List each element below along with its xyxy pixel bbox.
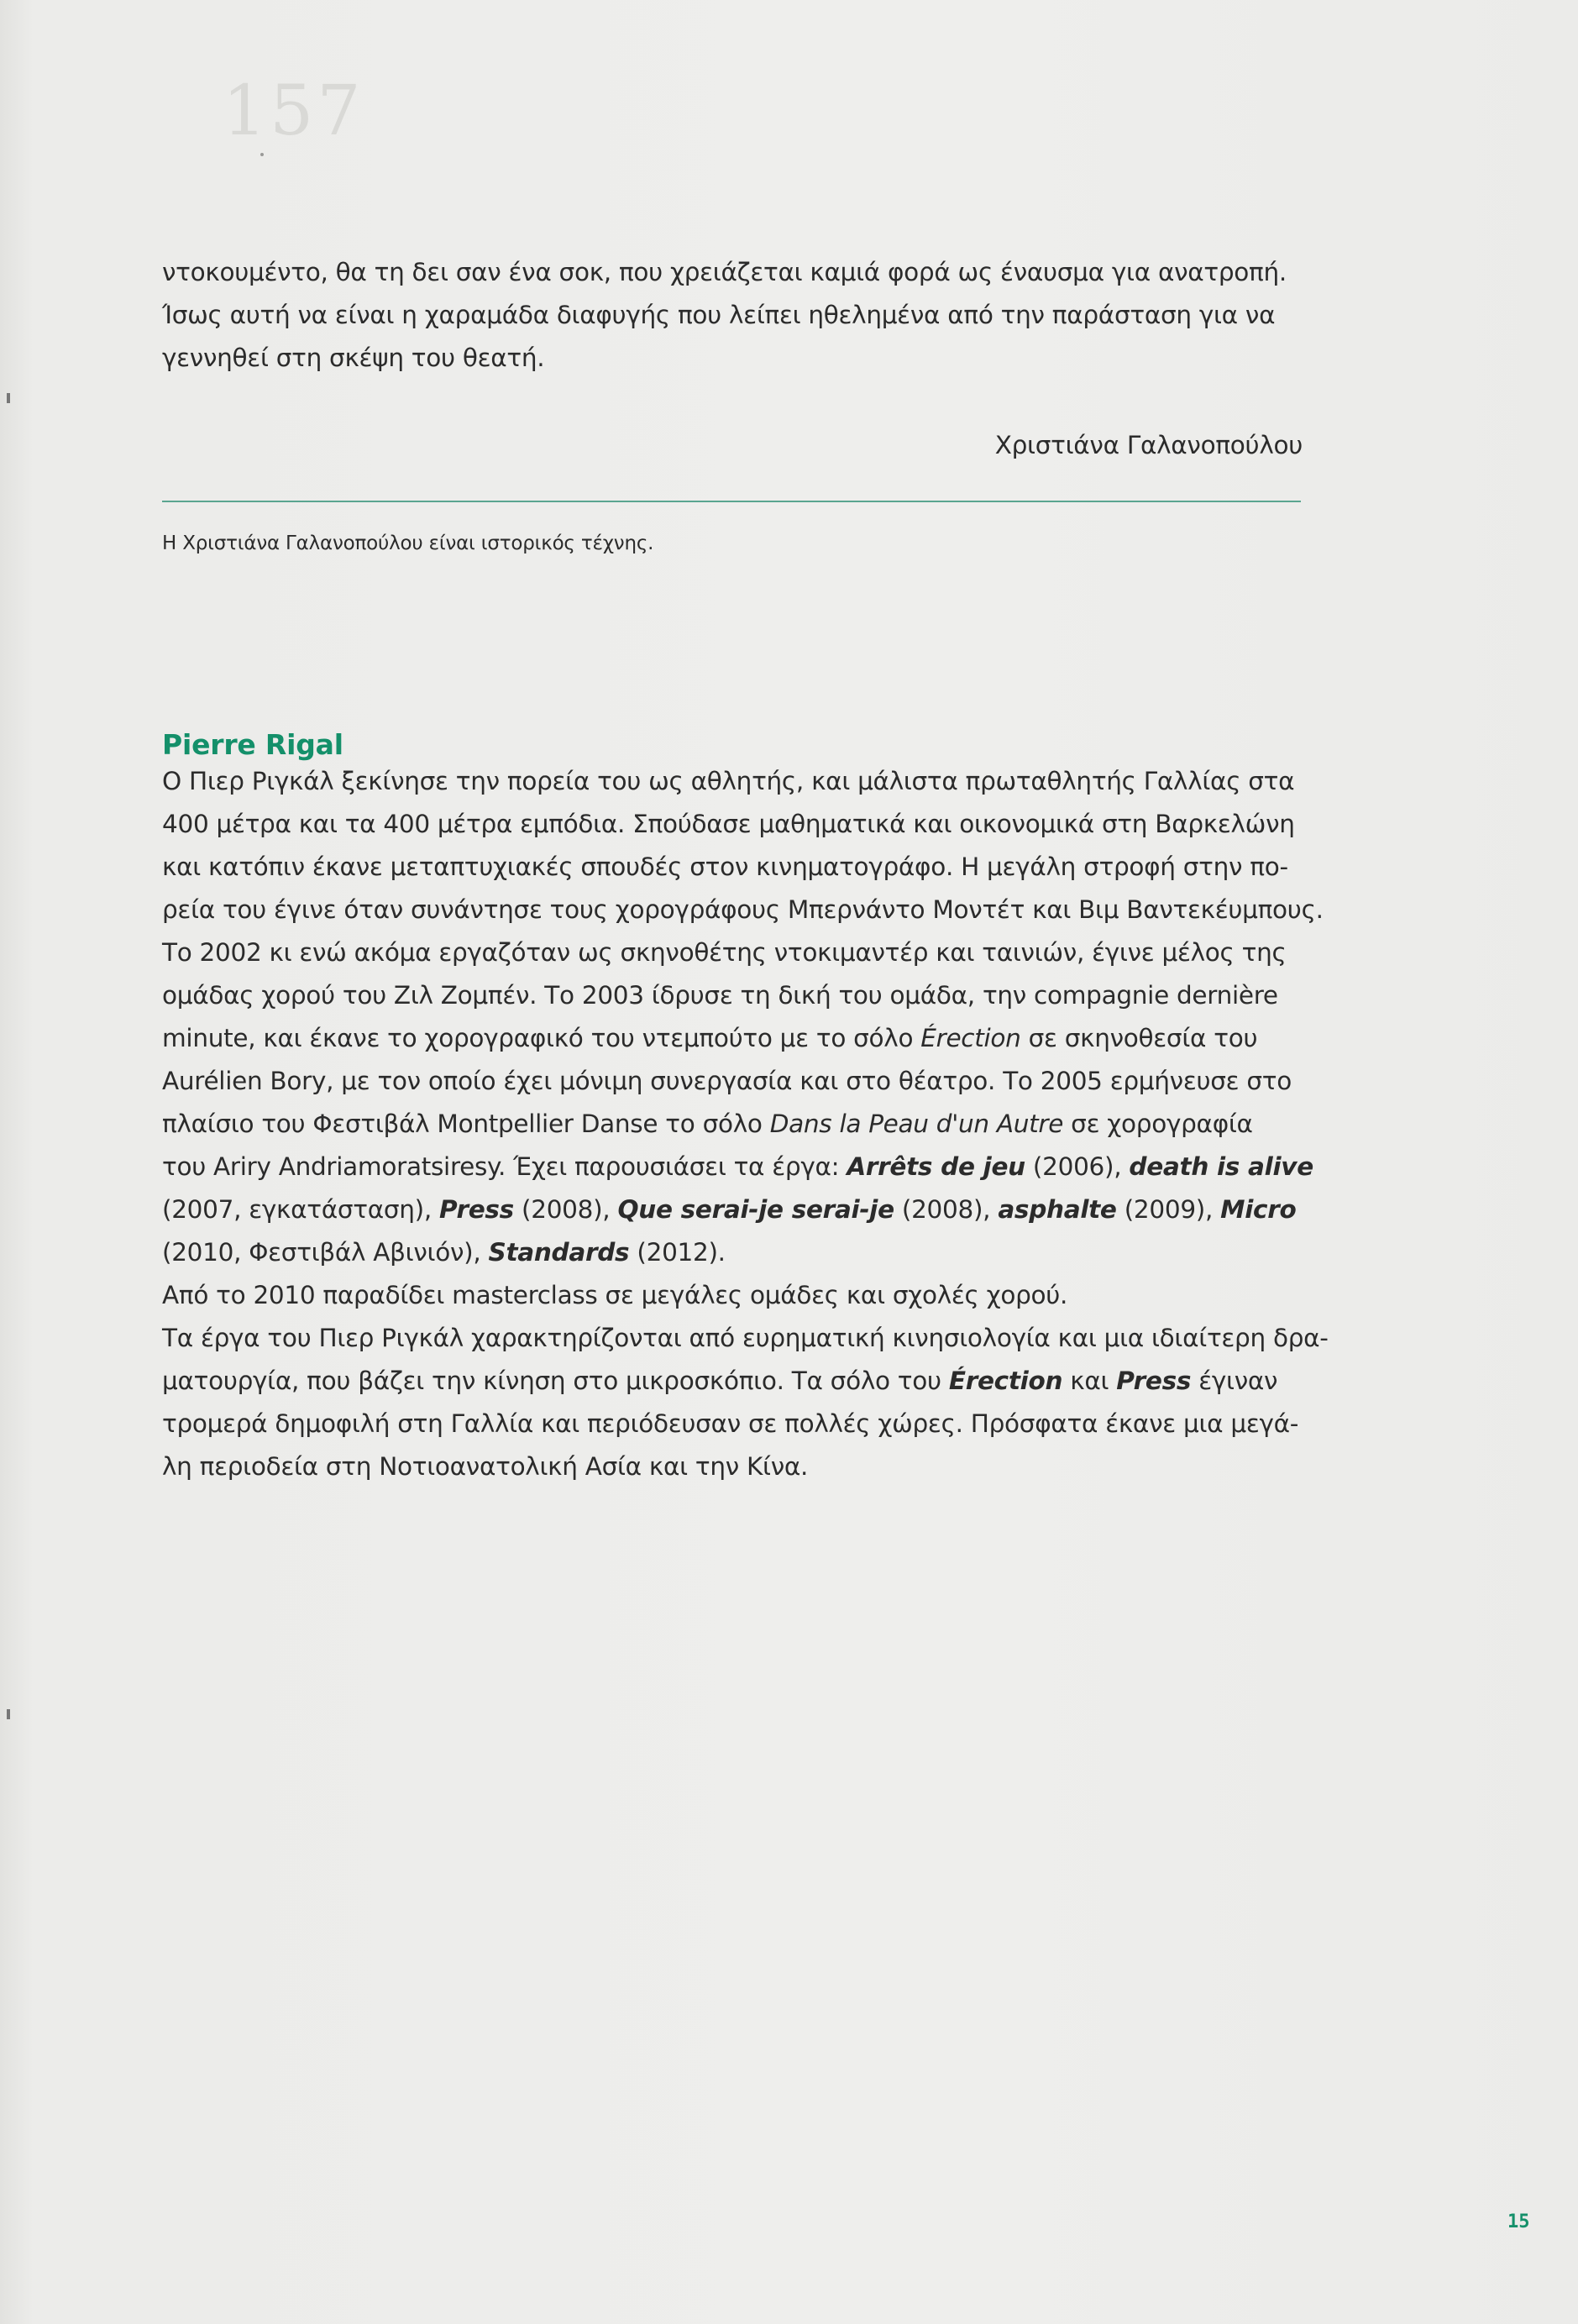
text-line: Τα έργα του Πιερ Ριγκάλ χαρακτηρίζονται από ευρηματική κινησιολογία και μια ιδιαίτερη δρα-	[162, 1324, 1329, 1352]
text-run: ματουργία, που βάζει την κίνηση στο μικροσκόπιο. Τα σόλο του	[162, 1367, 949, 1395]
text-line: Aurélien Bory, με τον οποίο έχει μόνιμη συνεργασία και στο θέατρο. Το 2005 ερμήνευσε στο	[162, 1067, 1292, 1095]
binding-mark	[7, 1709, 10, 1719]
author-signature: Χριστιάνα Γαλανοπούλου	[994, 431, 1303, 459]
show-through-text: 157	[223, 71, 364, 151]
text-run: (2007, εγκατάσταση),	[162, 1195, 440, 1224]
section-heading: Pierre Rigal	[162, 728, 343, 761]
author-bio-note: Η Χριστιάνα Γαλανοπούλου είναι ιστορικός τέχνης.	[162, 532, 654, 554]
work-title: Que serai-je serai-je	[617, 1195, 894, 1224]
text-run: του Ariry Andriamoratsiresy. Έχει παρουσιάσει τα έργα:	[162, 1152, 847, 1181]
binding-mark	[7, 393, 10, 403]
text-line: Ο Πιερ Ριγκάλ ξεκίνησε την πορεία του ως αθλητής, και μάλιστα πρωταθλητής Γαλλίας στα	[162, 767, 1295, 795]
text-line	[162, 1103, 1303, 1146]
text-run: (2012).	[629, 1238, 726, 1267]
work-title: Micro	[1220, 1195, 1297, 1224]
page-number: 15	[1507, 2211, 1530, 2232]
text-run: πλαίσιο του Φεστιβάλ Montpellier Danse το σόλο	[162, 1110, 770, 1138]
text-line	[162, 1360, 1303, 1403]
work-title: Standards	[488, 1238, 630, 1267]
text-line	[162, 1188, 1303, 1231]
text-line: Ίσως αυτή να είναι η χαραμάδα διαφυγής που λείπει ηθελημένα από την παράσταση για να	[162, 301, 1276, 329]
divider-rule	[162, 501, 1301, 502]
text-line	[162, 1017, 1303, 1060]
work-title: Arrêts de jeu	[847, 1152, 1025, 1181]
article-body	[162, 760, 1329, 1488]
work-title: Press	[439, 1195, 514, 1224]
work-title: Press	[1116, 1367, 1192, 1395]
text-line: 400 μέτρα και τα 400 μέτρα εμπόδια. Σπούδασε μαθηματικά και οικονομικά στη Βαρκελώνη	[162, 810, 1295, 838]
text-run: και	[1062, 1367, 1117, 1395]
text-run: σε χορογραφία	[1063, 1110, 1253, 1138]
text-line	[162, 1146, 1313, 1188]
text-run: έγιναν	[1191, 1367, 1278, 1395]
text-line: γεννηθεί στη σκέψη του θεατή.	[162, 344, 545, 372]
text-line: ρεία του έγινε όταν συνάντησε τους χορογράφους Μπερνάντο Μοντέτ και Βιμ Βαντεκέυμπους.	[162, 895, 1324, 924]
text-run: σε σκηνοθεσία του	[1020, 1024, 1258, 1052]
text-line: Το 2002 κι ενώ ακόμα εργαζόταν ως σκηνοθέτης ντοκιμαντέρ και ταινιών, έγινε μέλος της	[162, 938, 1287, 967]
text-line	[162, 1231, 1303, 1274]
work-title: death is alive	[1129, 1152, 1313, 1181]
work-title: asphalte	[998, 1195, 1117, 1224]
text-run: (2009),	[1116, 1195, 1221, 1224]
text-run: (2010, Φεστιβάλ Αβινιόν),	[162, 1238, 489, 1267]
work-title: Dans la Peau d'un Autre	[769, 1110, 1064, 1138]
text-line: τρομερά δημοφιλή στη Γαλλία και περιόδευσαν σε πολλές χώρες. Πρόσφατα έκανε μια μεγά-	[162, 1409, 1299, 1438]
text-run: (2008),	[894, 1195, 999, 1224]
text-line: ομάδας χορού του Ζιλ Ζομπέν. Το 2003 ίδρυσε τη δική του ομάδα, την compagnie dernière	[162, 981, 1278, 1010]
text-run: (2008),	[513, 1195, 618, 1224]
text-run: (2006),	[1025, 1152, 1130, 1181]
work-title: Érection	[920, 1024, 1021, 1052]
work-title: Érection	[948, 1367, 1063, 1395]
ink-speck	[260, 153, 264, 156]
text-run: minute, και έκανε το χορογραφικό του ντεμπούτο με το σόλο	[162, 1024, 921, 1052]
text-line: Από το 2010 παραδίδει masterclass σε μεγάλες ομάδες και σχολές χορού.	[162, 1281, 1068, 1309]
intro-paragraph	[162, 251, 1303, 380]
text-line: και κατόπιν έκανε μεταπτυχιακές σπουδές στον κινηματογράφο. Η μεγάλη στροφή στην πο-	[162, 852, 1288, 881]
text-line: ντοκουμέντο, θα τη δει σαν ένα σοκ, που χρειάζεται καμιά φορά ως έναυσμα για ανατροπή.	[162, 258, 1287, 286]
text-line: λη περιοδεία στη Νοτιοανατολική Ασία και την Κίνα.	[162, 1452, 809, 1481]
